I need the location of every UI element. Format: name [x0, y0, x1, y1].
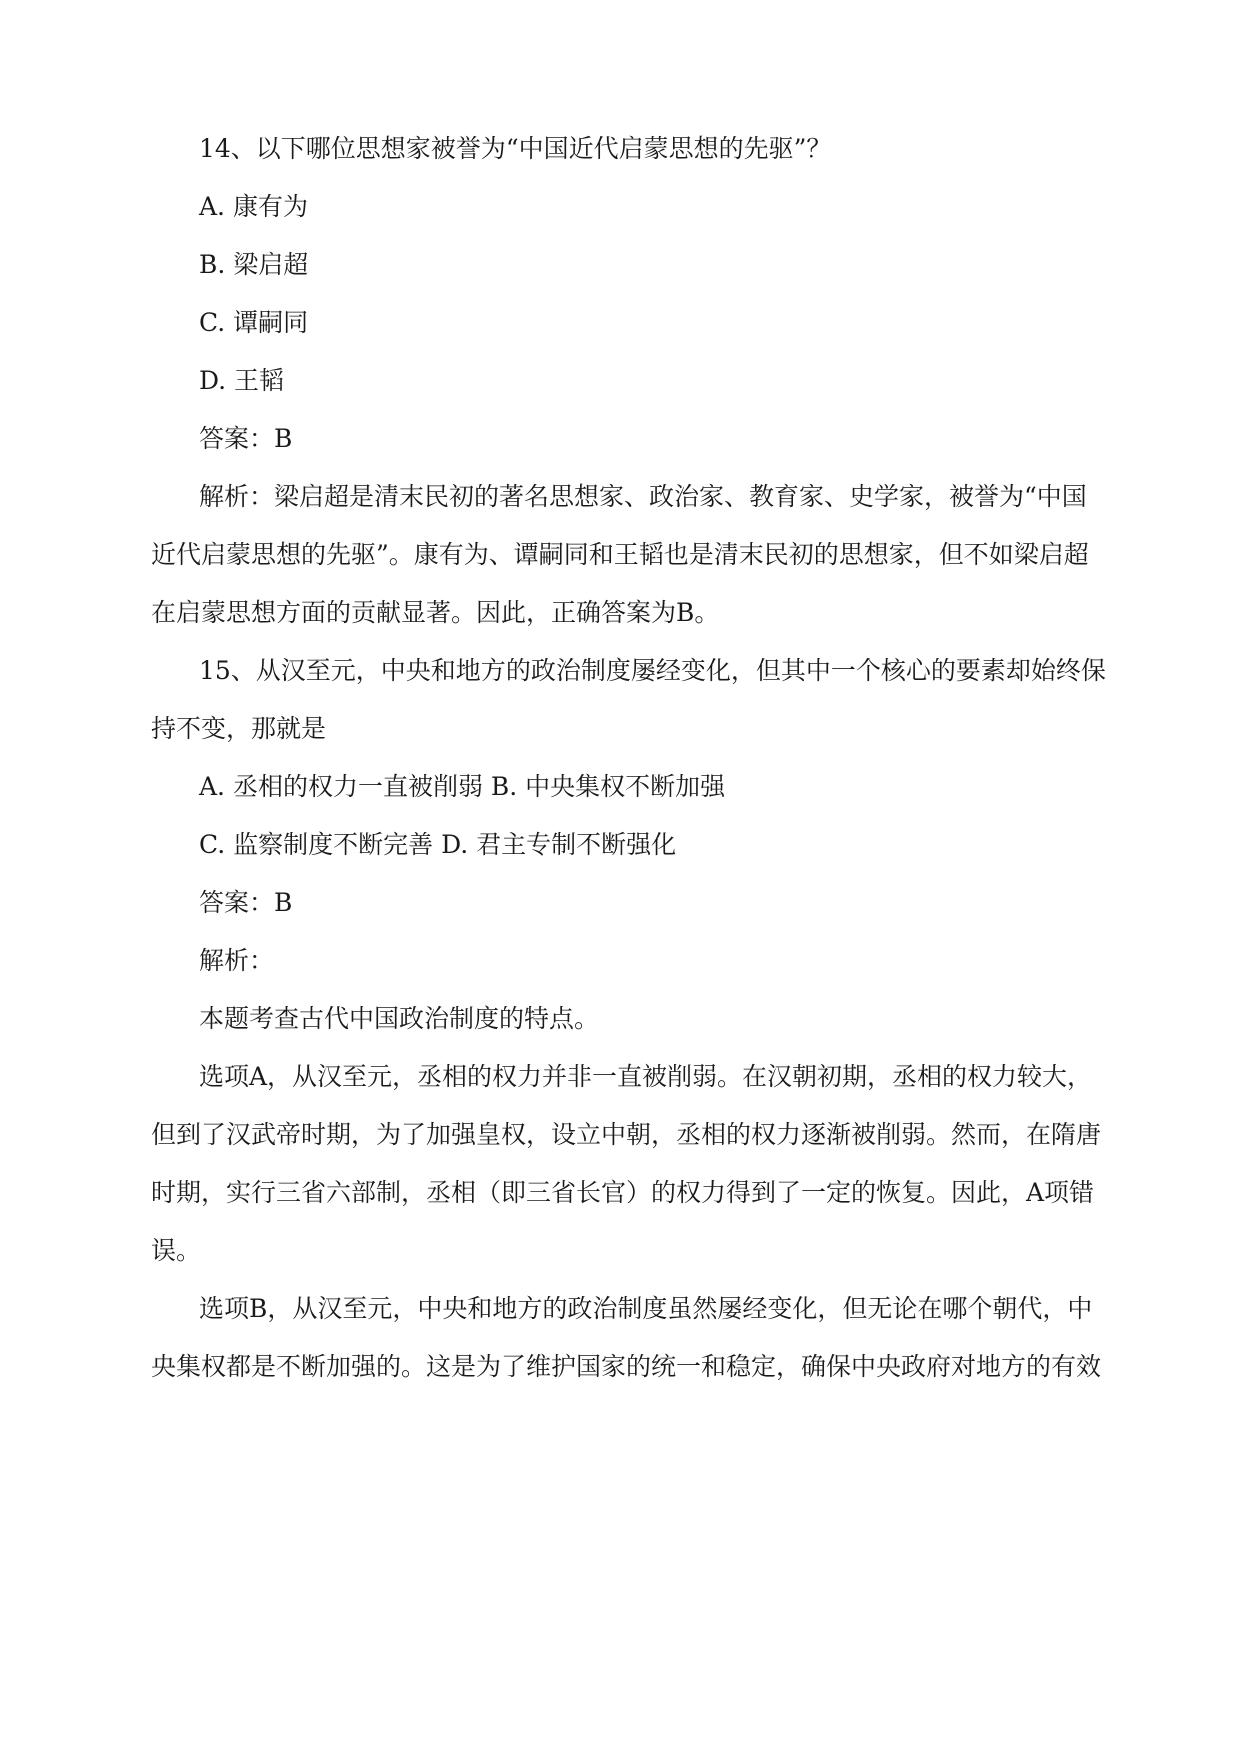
q15-analysis-label: 解析： — [199, 946, 275, 975]
q15-option-a-analysis: 但到了汉武帝时期，为了加强皇权，设立中朝，丞相的权力逐渐被削弱。然而，在隋唐 — [151, 1120, 1102, 1149]
q14-option-d: D. 王韬 — [199, 366, 285, 395]
q15-option-b-analysis: 央集权都是不断加强的。这是为了维护国家的统一和稳定，确保中央政府对地方的有效 — [151, 1352, 1102, 1381]
q15-option-a-analysis: 选项A，从汉至元，丞相的权力并非一直被削弱。在汉朝初期，丞相的权力较大， — [199, 1062, 1093, 1091]
question-15-text: 15、从汉至元，中央和地方的政治制度屡经变化，但其中一个核心的要素却始终保 — [199, 656, 1106, 685]
q15-analysis-intro: 本题考查古代中国政治制度的特点。 — [199, 1004, 600, 1033]
q15-option-a-analysis: 误。 — [151, 1236, 202, 1265]
question-15-text-cont: 持不变，那就是 — [151, 714, 327, 743]
question-14-text: 14、以下哪位思想家被誉为“中国近代启蒙思想的先驱”？ — [199, 134, 832, 163]
q15-option-a-analysis: 时期，实行三省六部制，丞相（即三省长官）的权力得到了一定的恢复。因此，A项错 — [151, 1178, 1095, 1207]
q14-analysis-line: 在启蒙思想方面的贡献显著。因此，正确答案为B。 — [151, 598, 720, 627]
q14-option-a: A. 康有为 — [199, 192, 308, 221]
q15-options-row-cd: C. 监察制度不断完善 D. 君主专制不断强化 — [199, 830, 677, 859]
q14-option-b: B. 梁启超 — [199, 250, 309, 279]
q14-option-c: C. 谭嗣同 — [199, 308, 309, 337]
q14-analysis-line: 近代启蒙思想的先驱”。康有为、谭嗣同和王韬也是清末民初的思想家，但不如梁启超 — [151, 540, 1089, 569]
q14-analysis-line: 解析：梁启超是清末民初的著名思想家、政治家、教育家、史学家，被誉为“中国 — [199, 482, 1087, 511]
q14-answer: 答案：B — [199, 424, 293, 453]
q15-option-b-analysis: 选项B，从汉至元，中央和地方的政治制度虽然屡经变化，但无论在哪个朝代，中 — [199, 1294, 1093, 1323]
q15-options-row-ab: A. 丞相的权力一直被削弱 B. 中央集权不断加强 — [199, 772, 726, 801]
q15-answer: 答案：B — [199, 888, 293, 917]
